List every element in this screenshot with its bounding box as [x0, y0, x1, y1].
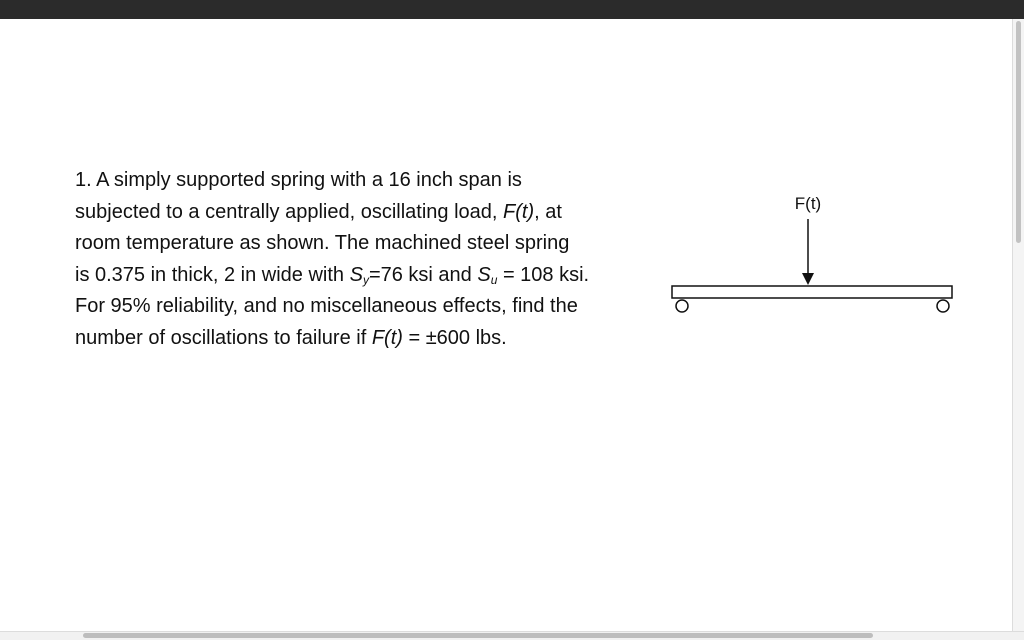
problem-number: 1. — [75, 169, 92, 191]
problem-line-3 — [75, 228, 650, 260]
ultimate-strength-subscript: u — [490, 272, 498, 287]
load-arrow-head — [802, 273, 814, 285]
problem-text: = 108 ksi. — [497, 263, 590, 286]
problem-line-6 — [75, 323, 650, 355]
problem-text: =76 ksi and — [368, 263, 478, 286]
problem-line-2 — [75, 197, 650, 229]
vertical-scrollbar-thumb[interactable] — [1016, 21, 1021, 243]
load-label: F(t) — [794, 194, 822, 213]
load-symbol: F(t) — [503, 200, 535, 223]
problem-text: For 95% reliability, and no miscellaneous effects, find the — [75, 295, 578, 318]
problem-statement — [75, 165, 650, 355]
horizontal-scrollbar-thumb[interactable] — [83, 633, 873, 638]
problem-text: = ±600 lbs. — [402, 326, 507, 349]
problem-line-5 — [75, 291, 650, 323]
load-symbol: F(t) — [371, 326, 403, 349]
problem-text: room temperature as shown. The machined steel spring — [75, 232, 570, 255]
problem-text: number of oscillations to failure if — [75, 326, 372, 349]
ultimate-strength-symbol: S — [477, 263, 491, 286]
problem-line-4 — [75, 260, 650, 292]
right-roller-support — [937, 300, 949, 312]
problem-text: A simply supported spring with a 16 inch span is — [96, 169, 522, 191]
spring-beam — [672, 286, 952, 298]
left-roller-support — [676, 300, 688, 312]
problem-text: is 0.375 in thick, 2 in wide with — [75, 263, 350, 286]
horizontal-scrollbar[interactable] — [0, 631, 1024, 640]
problem-line-1 — [75, 165, 650, 197]
yield-strength-symbol: S — [349, 263, 363, 286]
window-top-bar — [0, 0, 1024, 19]
yield-strength-subscript: y — [362, 272, 369, 287]
problem-text: subjected to a centrally applied, oscillating load, — [75, 200, 504, 223]
beam-diagram — [665, 185, 965, 325]
vertical-scrollbar[interactable] — [1012, 19, 1024, 631]
problem-text: , at — [534, 200, 562, 223]
